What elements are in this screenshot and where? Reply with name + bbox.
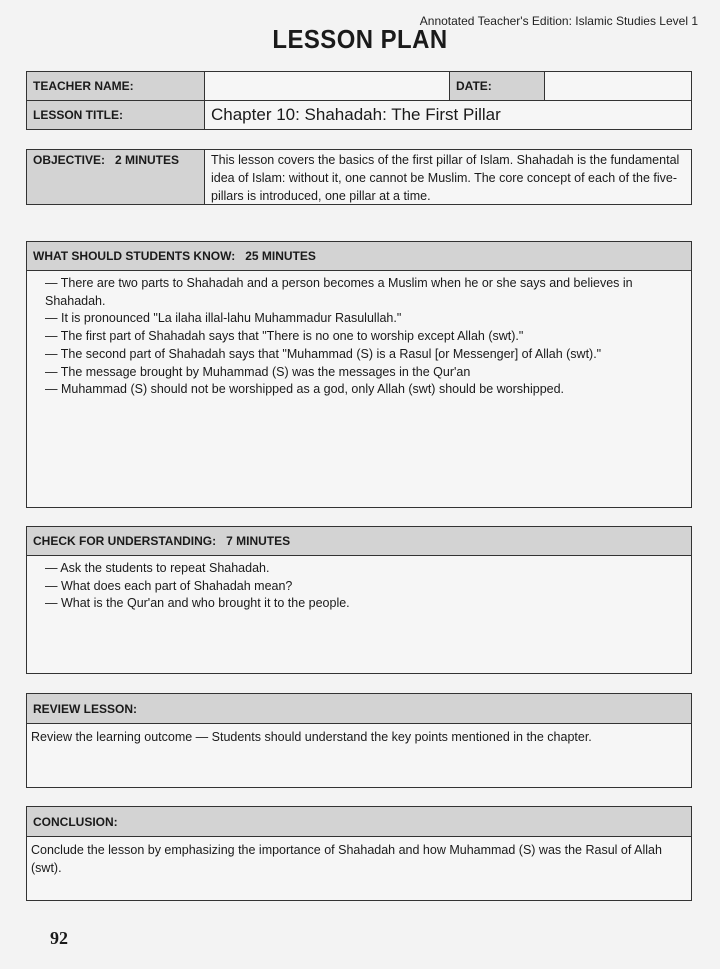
list-item: — The first part of Shahadah says that "There is no one to worship except Allah (swt)." bbox=[45, 329, 524, 344]
students-know-list bbox=[27, 271, 691, 399]
lesson-title-value: Chapter 10: Shahadah: The First Pillar bbox=[205, 101, 692, 130]
lesson-info-table bbox=[26, 71, 692, 130]
list-item: — There are two parts to Shahadah and a person becomes a Muslim when he or she says and believes in bbox=[45, 276, 633, 290]
check-understanding-list bbox=[27, 556, 691, 613]
list-item: — Muhammad (S) should not be worshipped as a god, only Allah (swt) should be worshipped. bbox=[45, 382, 565, 397]
list-item: Shahadah. bbox=[45, 293, 106, 308]
check-understanding-heading: CHECK FOR UNDERSTANDING: 7 MINUTES bbox=[27, 527, 691, 556]
conclusion-text: Conclude the lesson by emphasizing the importance of Shahadah and how Muhammad (S) was the Rasul of Allah (swt). bbox=[31, 843, 662, 875]
objective-label: OBJECTIVE: 2 MINUTES bbox=[27, 150, 205, 204]
objective-text: This lesson covers the basics of the first pillar of Islam. Shahadah is the fundamental idea of Islam: without it, one cannot be Muslim. The core concept of each of the five-pillars is introduced, one pillar at a time. bbox=[205, 150, 691, 204]
conclusion-section bbox=[26, 806, 692, 901]
edition-label: Annotated Teacher's Edition: Islamic Studies Level 1 bbox=[419, 14, 698, 28]
students-know-heading: WHAT SHOULD STUDENTS KNOW: 25 MINUTES bbox=[27, 242, 691, 271]
students-know-section bbox=[26, 241, 692, 508]
objective-section bbox=[26, 149, 692, 205]
list-item: — It is pronounced "La ilaha illal-lahu Muhammadur Rasulullah." bbox=[45, 311, 402, 326]
review-lesson-heading: REVIEW LESSON: bbox=[27, 694, 691, 724]
list-item: — The second part of Shahadah says that "Muhammad (S) is a Rasul [or Messenger] of Allah (swt)." bbox=[45, 346, 602, 361]
lesson-title-label: LESSON TITLE: bbox=[27, 101, 205, 130]
list-item: — The message brought by Muhammad (S) was the messages in the Qur'an bbox=[45, 364, 471, 379]
check-understanding-section bbox=[26, 526, 692, 674]
review-lesson-text: Review the learning outcome — Students should understand the key points mentioned in the chapter. bbox=[31, 730, 592, 744]
list-item: — What is the Qur'an and who brought it to the people. bbox=[45, 596, 350, 611]
page-title: LESSON PLAN bbox=[272, 24, 448, 54]
list-item: — Ask the students to repeat Shahadah. bbox=[45, 561, 270, 575]
date-field[interactable] bbox=[545, 72, 692, 101]
conclusion-heading: CONCLUSION: bbox=[27, 807, 691, 837]
list-item: — What does each part of Shahadah mean? bbox=[45, 578, 293, 593]
review-lesson-section bbox=[26, 693, 692, 788]
date-label: DATE: bbox=[450, 72, 545, 101]
page-number: 92 bbox=[50, 928, 68, 948]
teacher-name-field[interactable] bbox=[205, 72, 450, 101]
teacher-name-label: TEACHER NAME: bbox=[27, 72, 205, 101]
